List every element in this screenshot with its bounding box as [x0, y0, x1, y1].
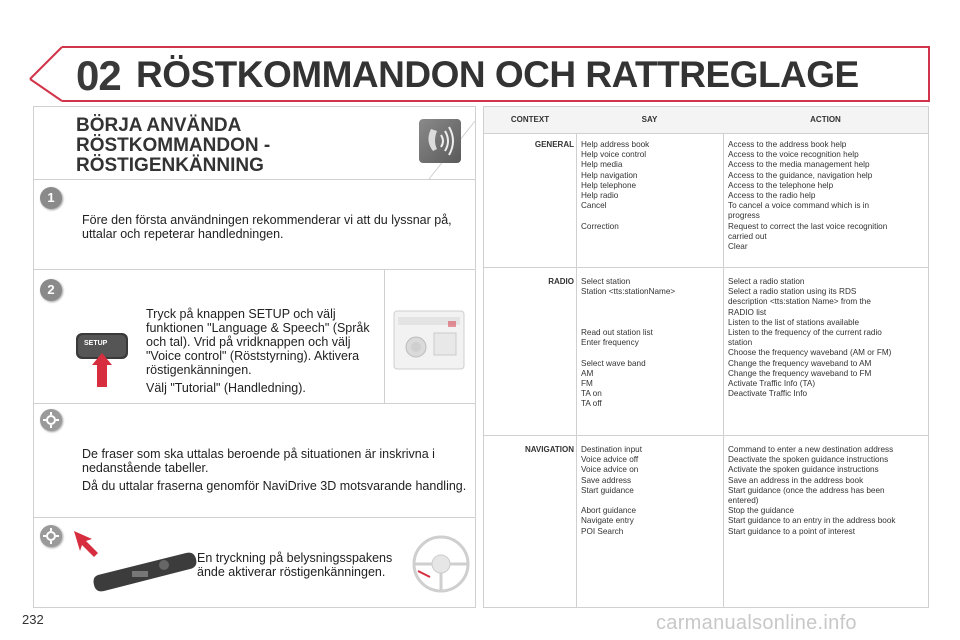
divider	[34, 403, 475, 404]
step2-text	[146, 307, 374, 399]
watermark: carmanualsonline.info	[656, 612, 857, 634]
page-number: 232	[22, 612, 44, 627]
table-column-divider	[576, 133, 577, 607]
instructions-panel	[33, 106, 476, 608]
gear-icon	[40, 409, 62, 431]
voice-commands-table	[483, 106, 929, 608]
table-row-context: NAVIGATION	[524, 445, 574, 454]
section-title-line: RÖSTIGENKÄNNING	[76, 155, 264, 176]
tip1-paragraph: Då du uttalar fraserna genomför NaviDrive 3D motsvarande handling.	[82, 479, 467, 493]
table-column-divider	[723, 133, 724, 607]
section-title-line: RÖSTKOMMANDON -	[76, 135, 271, 156]
header-rule-top	[62, 46, 930, 48]
lighting-stalk-illustration	[68, 527, 200, 595]
table-row-action: Command to enter a new destination address Deactivate the spoken guidance instructions Activate the spoken guidance instructions Save an address in the address book Start guidance (once the address has been entered) Stop the guidance Start guidance to an entry in the address book Start guidance to a point of interest	[728, 445, 896, 536]
divider	[34, 517, 475, 518]
step2-instruction: Tryck på knappen SETUP och välj funktionen "Language & Speech" (Språk och tal). Vrid på vridknappen och välj "Voice control" (Röststyrning). Aktivera röstigenkänningen.	[146, 307, 370, 377]
table-header-divider	[484, 133, 928, 134]
voice-control-icon	[419, 119, 475, 175]
step-badge: 2	[40, 279, 62, 301]
divider	[34, 269, 475, 270]
step2-tutorial: Välj "Tutorial" (Handledning).	[146, 381, 306, 395]
table-row-context: RADIO	[548, 277, 574, 286]
step-badge: 1	[40, 187, 62, 209]
table-row-say: Select station Station <tts:stationName> Read out station list Enter frequency Select wave band AM FM TA on TA off	[581, 277, 676, 409]
setup-button-label: SETUP	[84, 340, 108, 347]
divider-vertical	[384, 269, 385, 403]
tip2-text: En tryckning på belysningsspakens ände aktiverar röstigenkänningen.	[197, 551, 393, 579]
steering-wheel-illustration	[410, 533, 472, 595]
header-rule-right	[928, 46, 930, 102]
table-row-say: Destination input Voice advice off Voice advice on Save address Start guidance Abort guidance Navigate entry POI Search	[581, 445, 642, 536]
head-unit-illustration	[390, 303, 468, 377]
header-rule-bottom	[62, 100, 930, 102]
step1-text: Före den första användningen rekommenderar vi att du lyssnar på, uttalar och repeterar handledningen.	[82, 213, 452, 241]
table-row-divider	[484, 435, 928, 436]
page-title: RÖSTKOMMANDON OCH RATTREGLAGE	[136, 54, 859, 95]
section-title-line: BÖRJA ANVÄNDA	[76, 115, 242, 136]
setup-button-illustration	[74, 329, 132, 391]
table-header-context: CONTEXT	[484, 107, 576, 133]
table-row-action: Select a radio station Select a radio station using its RDS description <tts:station Name> from the RADIO list Listen to the list of stations available Listen to the frequency of the current radio station Choose the frequency waveband (AM or FM) Change the frequency waveband to AM Change the frequency waveband to FM Activate Traffic Info (TA) Deactivate Traffic Info	[728, 277, 892, 399]
section-title	[76, 116, 270, 176]
table-row-context: GENERAL	[534, 140, 574, 149]
gear-icon	[40, 525, 62, 547]
table-header-say: SAY	[576, 107, 723, 133]
table-header-action: ACTION	[723, 107, 928, 133]
tip1-paragraph: De fraser som ska uttalas beroende på situationen är inskrivna i nedanstående tabeller.	[82, 447, 435, 475]
chapter-number: 02	[76, 52, 121, 99]
section-header	[34, 107, 475, 179]
table-row-divider	[484, 267, 928, 268]
tip1-text	[82, 447, 468, 497]
divider	[34, 179, 475, 180]
table-row-say: Help address book Help voice control Help media Help navigation Help telephone Help radio Cancel Correction	[581, 140, 650, 231]
table-row-action: Access to the address book help Access to the voice recognition help Access to the media management help Access to the guidance, navigation help Access to the telephone help Access to the radio help To cancel a voice command which is in progress Request to correct the last voice recognition carried out Clear	[728, 140, 888, 252]
